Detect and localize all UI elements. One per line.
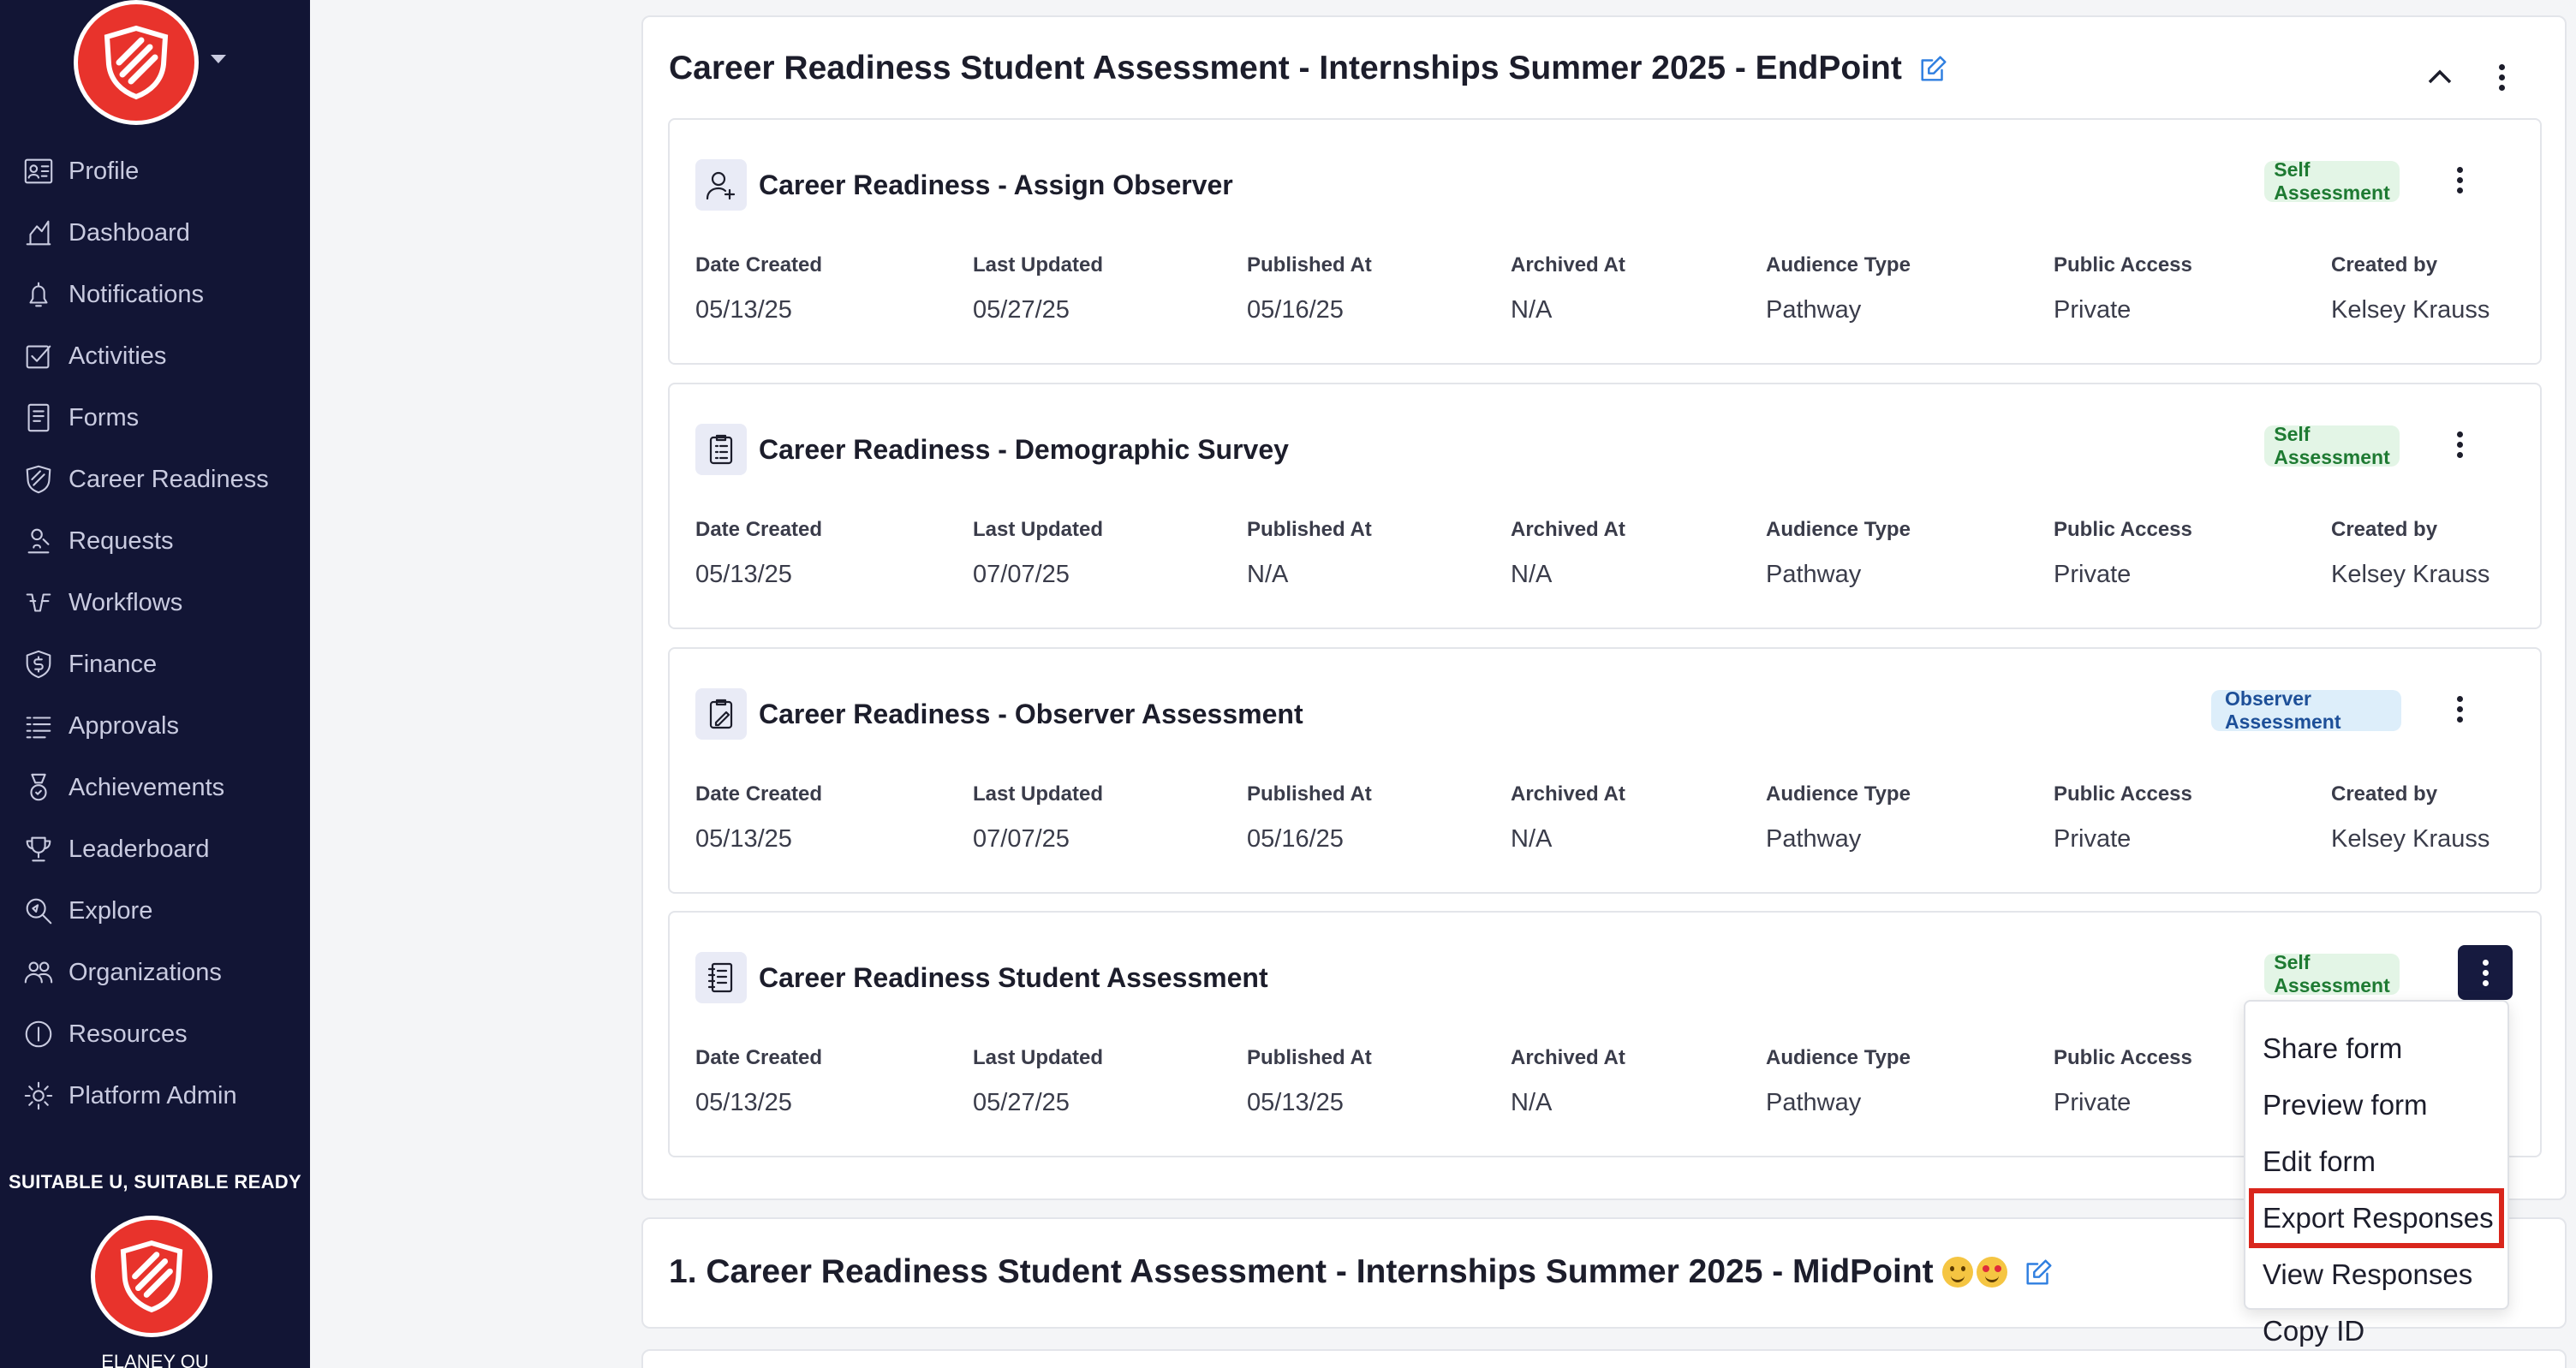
workflow-icon xyxy=(22,586,55,619)
sidebar-item-label: Dashboard xyxy=(69,218,190,247)
user-name: ELANEY OU xyxy=(101,1351,209,1368)
meta-label: Audience Type xyxy=(1766,518,1911,541)
trophy-icon xyxy=(22,833,55,865)
meta-label: Published At xyxy=(1247,1046,1372,1069)
published-at-value: 05/16/25 xyxy=(1247,296,1344,324)
sidebar-item-label: Notifications xyxy=(69,280,204,308)
meta-label: Last Updated xyxy=(973,253,1104,277)
sidebar-item-label: Leaderboard xyxy=(69,835,210,863)
audience-type-value: Pathway xyxy=(1766,1089,1862,1116)
meta-label: Created by xyxy=(2331,518,2438,541)
public-access-value: Private xyxy=(2054,561,2132,588)
form-card-title[interactable]: Career Readiness Student Assessment xyxy=(759,962,1268,993)
request-icon xyxy=(22,525,55,557)
group-more-menu-icon[interactable] xyxy=(2484,51,2519,103)
sidebar-item-label: Resources xyxy=(69,1020,188,1048)
medal-icon xyxy=(22,771,55,804)
sidebar-item-resources[interactable] xyxy=(0,1003,310,1065)
sidebar-item-label: Workflows xyxy=(69,588,183,616)
sidebar-item-career-readiness[interactable] xyxy=(0,449,310,510)
sidebar-item-label: Activities xyxy=(69,342,167,370)
clipboard-pen-icon xyxy=(695,688,747,740)
organizations-icon xyxy=(22,956,55,989)
public-access-value: Private xyxy=(2054,1089,2132,1116)
finance-icon xyxy=(22,648,55,681)
sidebar-item-notifications[interactable] xyxy=(0,264,310,325)
sidebar-item-label: Career Readiness xyxy=(69,465,269,493)
org-logo[interactable] xyxy=(74,0,199,125)
form-card-title[interactable]: Career Readiness - Assign Observer xyxy=(759,170,1233,200)
profile-card-icon xyxy=(22,155,55,187)
audience-type-value: Pathway xyxy=(1766,296,1862,324)
sidebar xyxy=(0,0,310,1368)
assign-observer-icon xyxy=(695,159,747,211)
status-badge: Self Assessment xyxy=(2264,161,2400,202)
org-name: SUITABLE U, SUITABLE READY xyxy=(9,1171,301,1193)
created-by-value: Kelsey Krauss xyxy=(2331,296,2490,324)
sidebar-item-label: Finance xyxy=(69,650,158,678)
shield-icon xyxy=(22,463,55,496)
sidebar-item-dashboard[interactable] xyxy=(0,202,310,264)
published-at-value: 05/13/25 xyxy=(1247,1089,1344,1116)
meta-label: Last Updated xyxy=(973,1046,1104,1069)
meta-label: Last Updated xyxy=(973,518,1104,541)
form-actions-menu xyxy=(2244,1000,2509,1347)
form-card[interactable] xyxy=(668,647,2542,894)
date-created-value: 05/13/25 xyxy=(695,561,792,588)
info-icon xyxy=(22,1018,55,1050)
sidebar-item-label: Forms xyxy=(69,403,140,431)
heart-eyes-face-icon xyxy=(1977,1257,2007,1288)
form-group-title: 1. Career Readiness Student Assessment - Internships Summer 2025 - MidPoint xyxy=(669,1253,1934,1290)
menu-item-edit-form[interactable]: Edit form xyxy=(2263,1145,2376,1177)
sidebar-item-approvals[interactable] xyxy=(0,695,310,757)
date-created-value: 05/13/25 xyxy=(695,296,792,324)
sidebar-item-leaderboard[interactable] xyxy=(0,818,310,880)
meta-label: Archived At xyxy=(1511,782,1625,806)
published-at-value: 05/16/25 xyxy=(1247,825,1344,853)
status-badge: Self Assessment xyxy=(2264,954,2400,995)
archived-at-value: N/A xyxy=(1511,825,1553,853)
meta-label: Public Access xyxy=(2054,782,2192,806)
meta-label: Date Created xyxy=(695,1046,823,1069)
smiling-face-icon xyxy=(1942,1257,1973,1288)
meta-label: Created by xyxy=(2331,253,2438,277)
meta-label: Date Created xyxy=(695,518,823,541)
meta-label: Date Created xyxy=(695,253,823,277)
form-card-title[interactable]: Career Readiness - Observer Assessment xyxy=(759,699,1303,729)
audience-type-value: Pathway xyxy=(1766,825,1862,853)
sidebar-item-label: Approvals xyxy=(69,711,179,740)
meta-label: Created by xyxy=(2331,782,2438,806)
sidebar-item-label: Profile xyxy=(69,157,140,185)
card-more-menu-icon[interactable] xyxy=(2442,687,2477,731)
checkbox-icon xyxy=(22,340,55,372)
last-updated-value: 07/07/25 xyxy=(973,561,1070,588)
meta-label: Published At xyxy=(1247,253,1372,277)
status-badge: Observer Assessment xyxy=(2211,690,2401,731)
sidebar-item-platform-admin[interactable] xyxy=(0,1065,310,1127)
meta-label: Audience Type xyxy=(1766,782,1911,806)
meta-label: Public Access xyxy=(2054,253,2192,277)
org-switcher-caret-icon[interactable] xyxy=(211,55,226,63)
meta-label: Date Created xyxy=(695,782,823,806)
sidebar-item-label: Explore xyxy=(69,896,153,925)
sidebar-item-forms[interactable] xyxy=(0,387,310,449)
sidebar-item-requests[interactable] xyxy=(0,510,310,572)
edit-icon[interactable] xyxy=(2023,1256,2055,1288)
sidebar-item-organizations[interactable] xyxy=(0,942,310,1003)
status-badge: Self Assessment xyxy=(2264,425,2400,467)
form-card[interactable] xyxy=(668,118,2542,365)
meta-label: Public Access xyxy=(2054,1046,2192,1069)
form-group-title-row xyxy=(669,1253,2055,1291)
published-at-value: N/A xyxy=(1247,561,1289,588)
shield-logo-icon xyxy=(118,1240,185,1313)
menu-item-preview-form[interactable]: Preview form xyxy=(2263,1089,2428,1121)
approvals-icon xyxy=(22,710,55,742)
clipboard-list-icon xyxy=(695,424,747,475)
date-created-value: 05/13/25 xyxy=(695,1089,792,1116)
menu-item-view-responses[interactable]: View Responses xyxy=(2263,1258,2473,1290)
sidebar-nav xyxy=(0,140,310,1127)
meta-label: Archived At xyxy=(1511,1046,1625,1069)
menu-item-export-responses[interactable]: Export Responses xyxy=(2251,1190,2502,1246)
archived-at-value: N/A xyxy=(1511,296,1553,324)
sidebar-item-label: Requests xyxy=(69,526,174,555)
menu-item-copy-id[interactable]: Copy ID xyxy=(2263,1315,2365,1347)
public-access-value: Private xyxy=(2054,825,2132,853)
archived-at-value: N/A xyxy=(1511,1089,1553,1116)
meta-label: Published At xyxy=(1247,782,1372,806)
bell-icon xyxy=(22,278,55,311)
org-logo-secondary[interactable] xyxy=(91,1216,212,1337)
shield-logo-icon xyxy=(102,25,170,100)
form-card[interactable] xyxy=(668,383,2542,629)
form-card-title[interactable]: Career Readiness - Demographic Survey xyxy=(759,434,1289,465)
last-updated-value: 05/27/25 xyxy=(973,1089,1070,1116)
sidebar-item-label: Platform Admin xyxy=(69,1081,237,1109)
dashboard-icon xyxy=(22,217,55,249)
meta-label: Last Updated xyxy=(973,782,1104,806)
audience-type-value: Pathway xyxy=(1766,561,1862,588)
card-more-menu-icon[interactable] xyxy=(2442,422,2477,467)
archived-at-value: N/A xyxy=(1511,561,1553,588)
form-group-title-row xyxy=(669,50,1950,87)
last-updated-value: 07/07/25 xyxy=(973,825,1070,853)
edit-icon[interactable] xyxy=(1917,52,1950,85)
meta-label: Audience Type xyxy=(1766,1046,1911,1069)
card-more-menu-icon[interactable] xyxy=(2442,158,2477,202)
date-created-value: 05/13/25 xyxy=(695,825,792,853)
sidebar-item-label: Achievements xyxy=(69,773,225,801)
meta-label: Audience Type xyxy=(1766,253,1911,277)
gear-icon xyxy=(22,1080,55,1112)
last-updated-value: 05/27/25 xyxy=(973,296,1070,324)
menu-item-share-form[interactable]: Share form xyxy=(2263,1032,2403,1064)
sidebar-item-activities[interactable] xyxy=(0,325,310,387)
meta-label: Published At xyxy=(1247,518,1372,541)
meta-label: Public Access xyxy=(2054,518,2192,541)
sidebar-item-profile[interactable] xyxy=(0,140,310,202)
sidebar-item-workflows[interactable] xyxy=(0,572,310,633)
form-group-title: Career Readiness Student Assessment - Internships Summer 2025 - EndPoint xyxy=(669,50,1902,86)
sidebar-item-finance[interactable] xyxy=(0,633,310,695)
sidebar-item-achievements[interactable] xyxy=(0,757,310,818)
created-by-value: Kelsey Krauss xyxy=(2331,561,2490,588)
sidebar-item-explore[interactable] xyxy=(0,880,310,942)
created-by-value: Kelsey Krauss xyxy=(2331,825,2490,853)
explore-icon xyxy=(22,895,55,927)
card-more-menu-icon[interactable] xyxy=(2458,945,2513,1000)
public-access-value: Private xyxy=(2054,296,2132,324)
form-icon xyxy=(22,401,55,434)
meta-label: Archived At xyxy=(1511,253,1625,277)
meta-label: Archived At xyxy=(1511,518,1625,541)
notebook-icon xyxy=(695,952,747,1003)
chevron-up-icon[interactable] xyxy=(2424,62,2455,92)
sidebar-item-label: Organizations xyxy=(69,958,222,986)
